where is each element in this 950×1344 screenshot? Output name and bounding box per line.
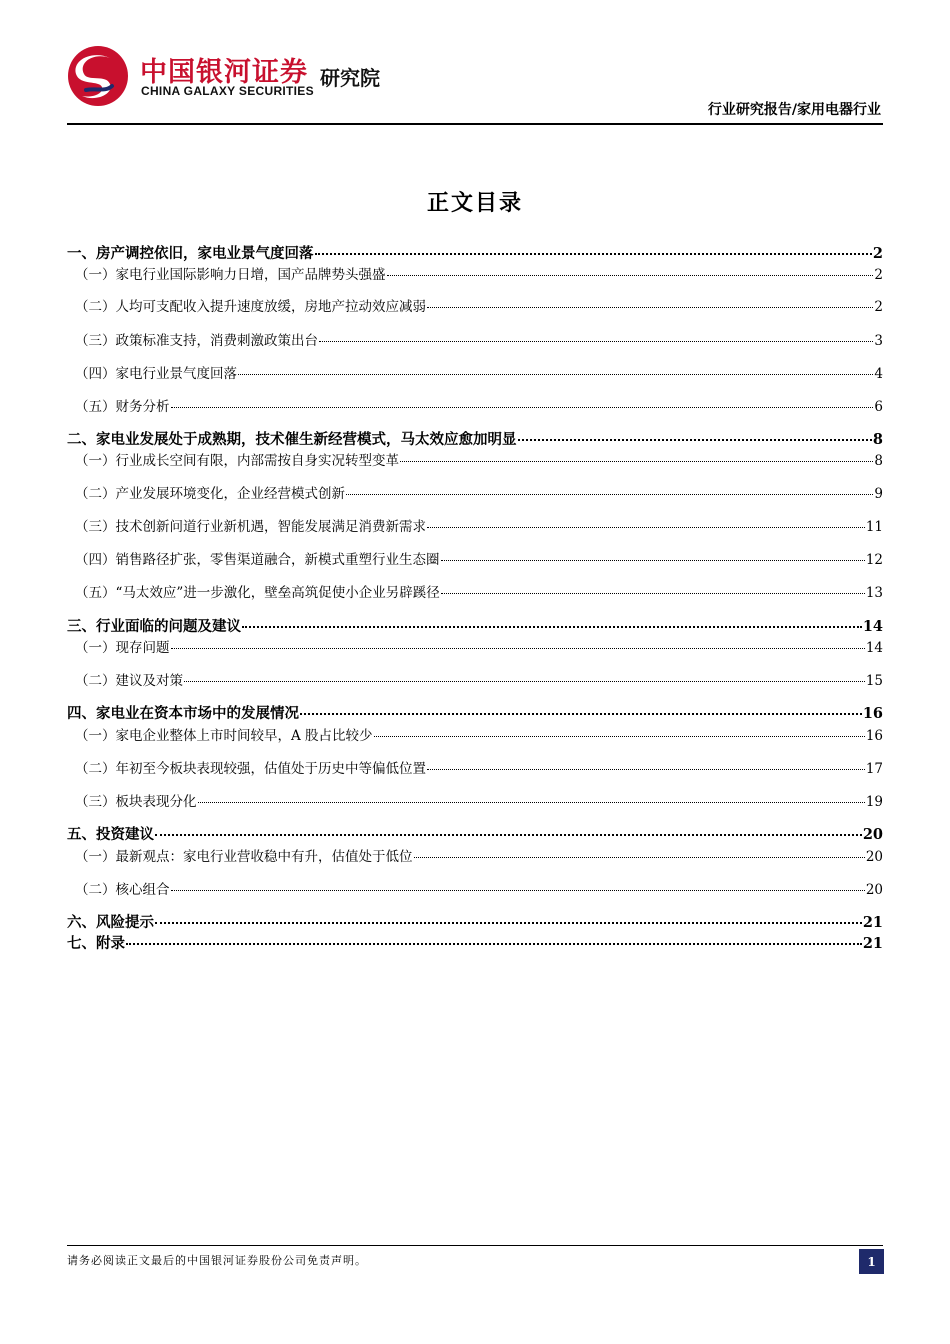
toc-entry[interactable] xyxy=(67,515,883,537)
toc-entry-title: 七、附录 xyxy=(67,935,125,952)
toc-entry-page: 4 xyxy=(874,366,883,382)
toc-leader-dots xyxy=(400,447,873,462)
toc-entry[interactable] xyxy=(67,548,883,570)
toc-leader-dots xyxy=(441,579,865,594)
toc-entry-title: （二）年初至今板块表现较强，估值处于历史中等偏低位置 xyxy=(75,761,426,777)
toc-entry-page: 3 xyxy=(874,333,883,349)
brand-name-cn: 中国银河证券 xyxy=(140,57,308,88)
toc-entry-page: 20 xyxy=(862,826,883,843)
toc-leader-dots xyxy=(171,393,874,408)
toc-entry-title: 六、风险提示 xyxy=(67,914,154,931)
toc-leader-dots xyxy=(198,788,865,803)
toc-leader-dots xyxy=(427,293,873,308)
toc-entry-title: 四、家电业在资本市场中的发展情况 xyxy=(67,705,299,722)
toc-entry-page: 17 xyxy=(865,761,883,777)
toc-leader-dots xyxy=(242,612,862,628)
toc-entry[interactable] xyxy=(67,757,883,779)
toc-leader-dots xyxy=(319,327,873,342)
institute-name: 研究院 xyxy=(320,66,380,90)
page-header xyxy=(0,0,950,130)
toc-leader-dots xyxy=(171,634,865,649)
toc-entry-title: （四）家电行业景气度回落 xyxy=(75,366,237,382)
toc-entry-page: 8 xyxy=(872,431,883,448)
toc-leader-dots xyxy=(414,843,865,858)
toc-entry[interactable] xyxy=(67,724,883,746)
toc-leader-dots xyxy=(315,239,872,255)
toc-leader-dots xyxy=(387,261,874,276)
toc-title: 正文目录 xyxy=(426,190,523,216)
footer-divider xyxy=(67,1245,883,1246)
toc-entry-title: （一）最新观点：家电行业营收稳中有升，估值处于低位 xyxy=(75,849,413,865)
toc-leader-dots xyxy=(427,755,865,770)
toc-entry-title: （二）建议及对策 xyxy=(75,673,183,689)
toc-entry[interactable] xyxy=(67,329,883,351)
toc-leader-dots xyxy=(238,360,873,375)
header-divider xyxy=(67,123,883,125)
toc-entry[interactable] xyxy=(67,669,883,691)
toc-entry-page: 15 xyxy=(865,673,883,689)
toc-entry-title: 三、行业面临的问题及建议 xyxy=(67,618,241,635)
toc-entry-page: 14 xyxy=(862,618,883,635)
galaxy-logo-icon xyxy=(66,44,130,108)
toc-entry[interactable] xyxy=(67,482,883,504)
toc-leader-dots xyxy=(441,546,865,561)
toc-entry[interactable] xyxy=(67,932,883,954)
toc-entry-title: （一）行业成长空间有限，内部需按自身实况转型变革 xyxy=(75,453,399,469)
toc-entry-page: 9 xyxy=(874,486,883,502)
toc-entry-title: （一）现存问题 xyxy=(75,640,170,656)
toc-entry[interactable] xyxy=(67,823,883,845)
page-number: 1 xyxy=(859,1249,884,1274)
toc-leader-dots xyxy=(126,929,862,945)
toc-entry-title: （三）板块表现分化 xyxy=(75,794,197,810)
toc-entry[interactable] xyxy=(67,395,883,417)
brand-name-en: CHINA GALAXY SECURITIES xyxy=(141,84,314,98)
toc-entry-title: 二、家电业发展处于成熟期，技术催生新经营模式，马太效应愈加明显 xyxy=(67,431,517,448)
toc-entry-page: 21 xyxy=(862,935,883,952)
toc-entry-page: 20 xyxy=(865,849,883,865)
toc-entry-page: 2 xyxy=(874,267,883,283)
toc-entry-page: 6 xyxy=(874,399,883,415)
toc-entry-title: （四）销售路径扩张，零售渠道融合，新模式重塑行业生态圈 xyxy=(75,552,440,568)
toc-entry-title: 一、房产调控依旧，家电业景气度回落 xyxy=(67,245,314,262)
toc-entry-page: 16 xyxy=(862,705,883,722)
toc-entry-page: 8 xyxy=(874,453,883,469)
toc-entry-page: 2 xyxy=(872,245,883,262)
toc-entry-page: 2 xyxy=(874,299,883,315)
toc-leader-dots xyxy=(300,699,862,715)
toc-entry-title: （五）“马太效应”进一步激化，壁垒高筑促使小企业另辟蹊径 xyxy=(75,585,440,601)
toc-entry[interactable] xyxy=(67,362,883,384)
toc-entry-title: （一）家电企业整体上市时间较早，A 股占比较少 xyxy=(75,728,373,744)
toc-leader-dots xyxy=(427,513,865,528)
toc-entry-page: 14 xyxy=(865,640,883,656)
disclaimer-text: 请务必阅读正文最后的中国银河证券股份公司免责声明。 xyxy=(67,1254,367,1267)
toc-entry-page: 13 xyxy=(865,585,883,601)
toc-entry[interactable] xyxy=(67,845,883,867)
toc-entry-title: （三）政策标准支持，消费刺激政策出台 xyxy=(75,333,318,349)
toc-entry-page: 11 xyxy=(865,519,883,535)
toc-entry[interactable] xyxy=(67,878,883,900)
toc-entry[interactable] xyxy=(67,263,883,285)
toc-entry-title: （二）核心组合 xyxy=(75,882,170,898)
toc-entry-title: （三）技术创新问道行业新机遇，智能发展满足消费新需求 xyxy=(75,519,426,535)
toc-entry-title: 五、投资建议 xyxy=(67,826,154,843)
toc-entry-title: （一）家电行业国际影响力日增，国产品牌势头强盛 xyxy=(75,267,386,283)
toc-entry-page: 16 xyxy=(865,728,883,744)
toc-entry-title: （五）财务分析 xyxy=(75,399,170,415)
toc-leader-dots xyxy=(374,722,865,737)
toc-entry-title: （二）人均可支配收入提升速度放缓，房地产拉动效应减弱 xyxy=(75,299,426,315)
report-type: 行业研究报告/家用电器行业 xyxy=(707,102,881,118)
toc-entry[interactable] xyxy=(67,702,883,724)
toc-entry[interactable] xyxy=(67,295,883,317)
toc-entry[interactable] xyxy=(67,790,883,812)
toc-leader-dots xyxy=(346,480,873,495)
toc-leader-dots xyxy=(171,876,865,891)
toc-entry-page: 19 xyxy=(865,794,883,810)
toc-entry-page: 21 xyxy=(862,914,883,931)
toc-leader-dots xyxy=(155,820,862,836)
toc-entry-page: 20 xyxy=(865,882,883,898)
toc-entry-title: （二）产业发展环境变化，企业经营模式创新 xyxy=(75,486,345,502)
toc-leader-dots xyxy=(155,908,862,924)
toc-leader-dots xyxy=(518,425,872,441)
toc-entry[interactable] xyxy=(67,581,883,603)
toc-entry[interactable] xyxy=(67,449,883,471)
toc-entry[interactable] xyxy=(67,636,883,658)
toc-entry-page: 12 xyxy=(865,552,883,568)
toc-leader-dots xyxy=(184,667,865,682)
